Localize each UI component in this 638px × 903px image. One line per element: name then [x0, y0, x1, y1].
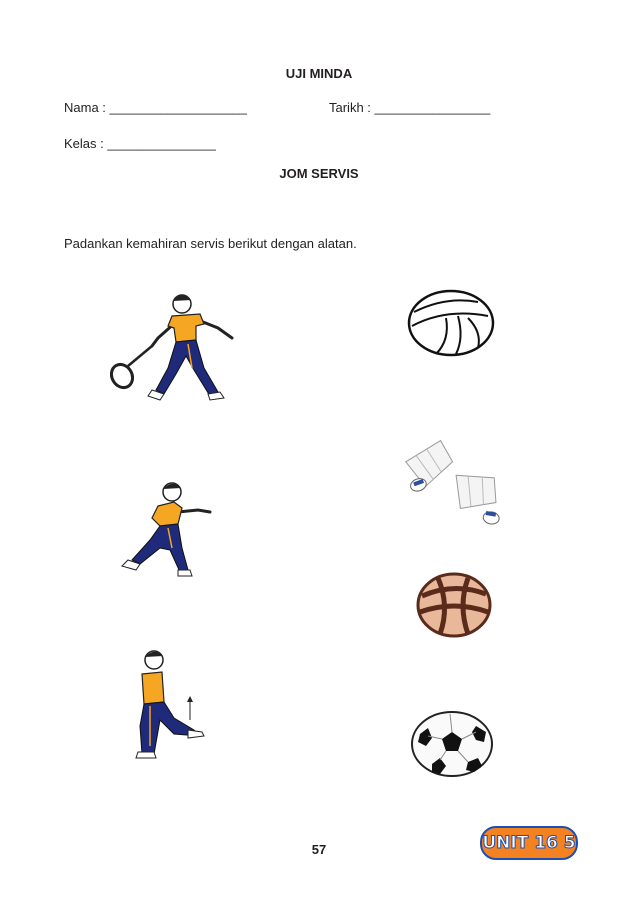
volleyball-serve-figure [112, 478, 222, 578]
worksheet-subtitle: JOM SERVIS [279, 166, 359, 181]
worksheet-title: UJI MINDA [285, 66, 353, 81]
page-number: 57 [311, 842, 327, 857]
sepak-takraw-ball-icon [416, 572, 492, 638]
badminton-serve-figure [100, 288, 240, 408]
shuttlecock-icon [400, 440, 510, 530]
name-field-label: Nama : ___________________ [64, 100, 247, 115]
instruction-text: Padankan kemahiran servis berikut dengan alatan. [64, 236, 357, 251]
date-field-label: Tarikh : ________________ [329, 100, 491, 115]
unit-badge [480, 826, 578, 860]
football-icon [410, 710, 494, 778]
unit-badge-label: UNIT 16 5 [482, 833, 576, 853]
class-field-label: Kelas : _______________ [64, 136, 216, 151]
sepak-takraw-serve-figure [124, 646, 224, 766]
volleyball-icon [406, 288, 496, 358]
